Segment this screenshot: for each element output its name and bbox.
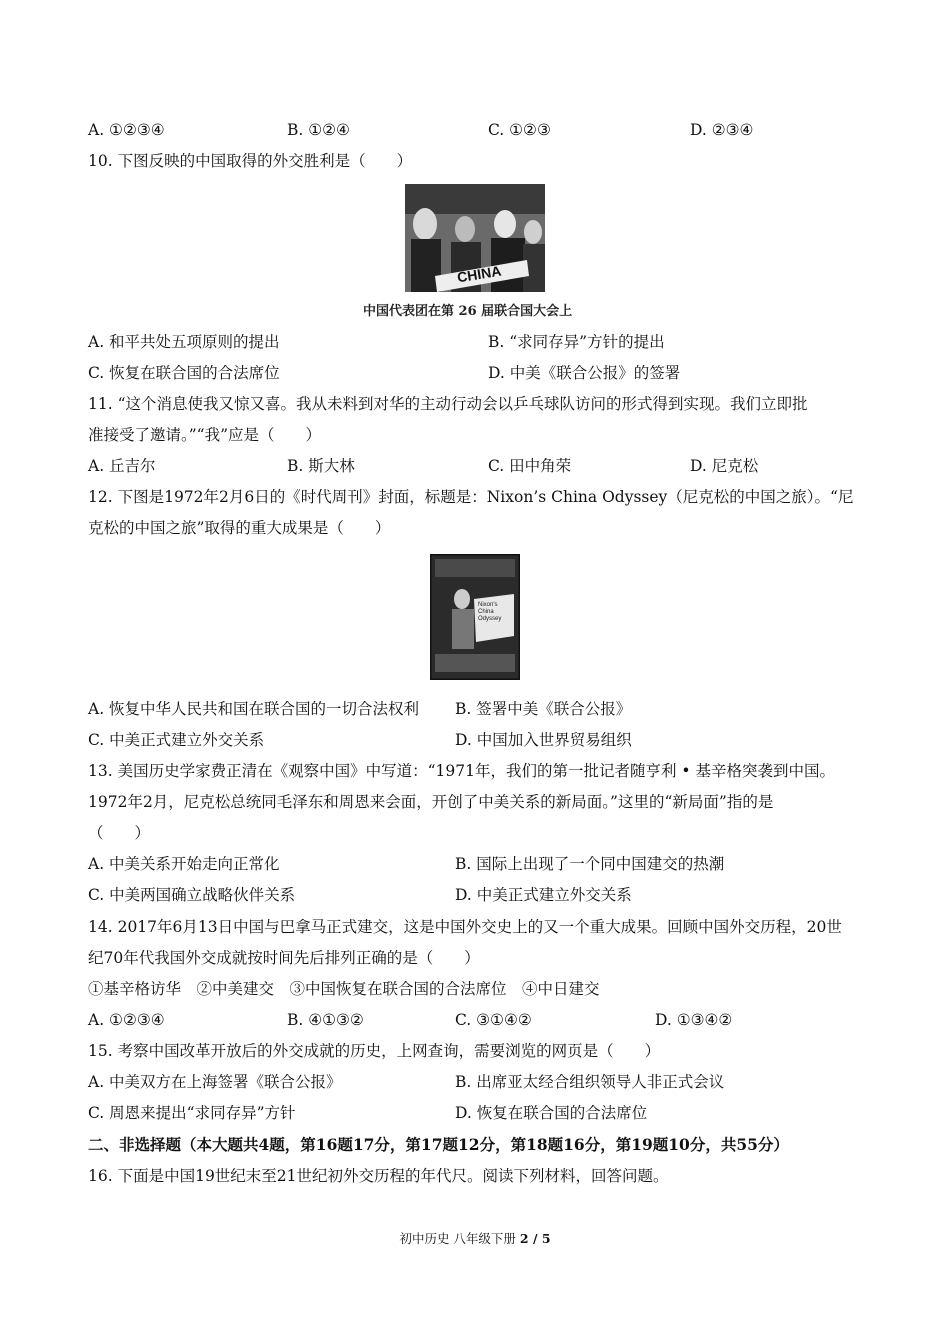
- section-2-heading: 二、非选择题（本大题共4题，第16题17分，第17题12分，第18题16分，第19题10分，共55分）: [88, 1135, 789, 1154]
- q9-option-a: A. ①②③④: [88, 121, 165, 139]
- footer-label: 初中历史 八年级下册: [399, 1231, 520, 1246]
- q9-option-d: D. ②③④: [690, 121, 754, 139]
- q14-stem-line-1: 14. 2017年6月13日中国与巴拿马正式建交，这是中国外交史上的又一个重大成果。回顾中国外交历程，20世: [88, 918, 842, 936]
- q13-option-d: D. 中美正式建立外交关系: [455, 886, 632, 904]
- q13-option-c: C. 中美两国确立战略伙伴关系: [88, 886, 296, 904]
- q11-option-b: B. 斯大林: [287, 457, 355, 475]
- q11-option-a: A. 丘吉尔: [88, 457, 156, 475]
- q14-option-b: B. ④①③②: [287, 1011, 364, 1029]
- page-number: 2 / 5: [519, 1231, 551, 1246]
- q12-option-d: D. 中国加入世界贸易组织: [455, 731, 632, 749]
- q13-stem-line-1: 13. 美国历史学家费正清在《观察中国》中写道：“1971年，我们的第一批记者随亨利 • 基辛格突袭到中国。: [88, 762, 835, 780]
- q10-photo-caption: 中国代表团在第 26 届联合国大会上: [363, 304, 573, 319]
- q10-option-d: D. 中美《联合公报》的签署: [488, 364, 681, 382]
- q15-stem: 15. 考察中国改革开放后的外交成就的历史，上网查询，需要浏览的网页是（ ）: [88, 1042, 661, 1060]
- q14-option-c: C. ③①④②: [455, 1011, 532, 1029]
- q9-option-b: B. ①②④: [287, 121, 350, 139]
- q10-option-a: A. 和平共处五项原则的提出: [88, 333, 280, 351]
- q15-option-b: B. 出席亚太经合组织领导人非正式会议: [455, 1073, 725, 1091]
- page-footer: [0, 1229, 950, 1247]
- q12-time-cover: [430, 554, 520, 680]
- q13-stem-line-3: （ ）: [88, 824, 151, 842]
- q10-option-b: B. “求同存异”方针的提出: [488, 333, 665, 351]
- q13-stem-line-2: 1972年2月，尼克松总统同毛泽东和周恩来会面，开创了中美关系的新局面。”这里的“新局面”指的是: [88, 793, 774, 811]
- q10-stem: 10. 下图反映的中国取得的外交胜利是（ ）: [88, 152, 413, 170]
- q15-option-a: A. 中美双方在上海签署《联合公报》: [88, 1073, 342, 1091]
- q11-option-d: D. 尼克松: [690, 457, 759, 475]
- q9-option-c: C. ①②③: [488, 121, 551, 139]
- q11-stem-line-1: 11. “这个消息使我又惊又喜。我从未料到对华的主动行动会以乒乓球队访问的形式得到实现。我们立即批: [88, 395, 808, 413]
- q11-stem-line-2: 准接受了邀请。”“我”应是（ ）: [88, 426, 322, 444]
- q12-option-b: B. 签署中美《联合公报》: [455, 700, 632, 718]
- q12-option-a: A. 恢复中华人民共和国在联合国的一切合法权利: [88, 700, 420, 718]
- china-nameplate: CHINA: [456, 262, 503, 286]
- q15-option-c: C. 周恩来提出“求同存异”方针: [88, 1104, 296, 1122]
- cover-title: Nixon's China Odyssey: [478, 602, 502, 622]
- q12-option-c: C. 中美正式建立外交关系: [88, 731, 265, 749]
- q13-option-b: B. 国际上出现了一个同中国建交的热潮: [455, 855, 725, 873]
- q10-option-c: C. 恢复在联合国的合法席位: [88, 364, 280, 382]
- q12-stem-line-1: 12. 下图是1972年2月6日的《时代周刊》封面，标题是：Nixon’s China Odyssey（尼克松的中国之旅）。“尼: [88, 488, 854, 506]
- q10-photo: [405, 184, 545, 292]
- q13-option-a: A. 中美关系开始走向正常化: [88, 855, 280, 873]
- q11-option-c: C. 田中角荣: [488, 457, 572, 475]
- q12-stem-line-2: 克松的中国之旅”取得的重大成果是（ ）: [88, 519, 391, 537]
- q14-stem-line-3: ①基辛格访华 ②中美建交 ③中国恢复在联合国的合法席位 ④中日建交: [88, 980, 600, 998]
- q14-option-a: A. ①②③④: [88, 1011, 165, 1029]
- q14-option-d: D. ①③④②: [655, 1011, 733, 1029]
- q14-stem-line-2: 纪70年代我国外交成就按时间先后排列正确的是（ ）: [88, 949, 480, 967]
- q15-option-d: D. 恢复在联合国的合法席位: [455, 1104, 648, 1122]
- q16-stem: 16. 下面是中国19世纪末至21世纪初外交历程的年代尺。阅读下列材料，回答问题。: [88, 1167, 669, 1185]
